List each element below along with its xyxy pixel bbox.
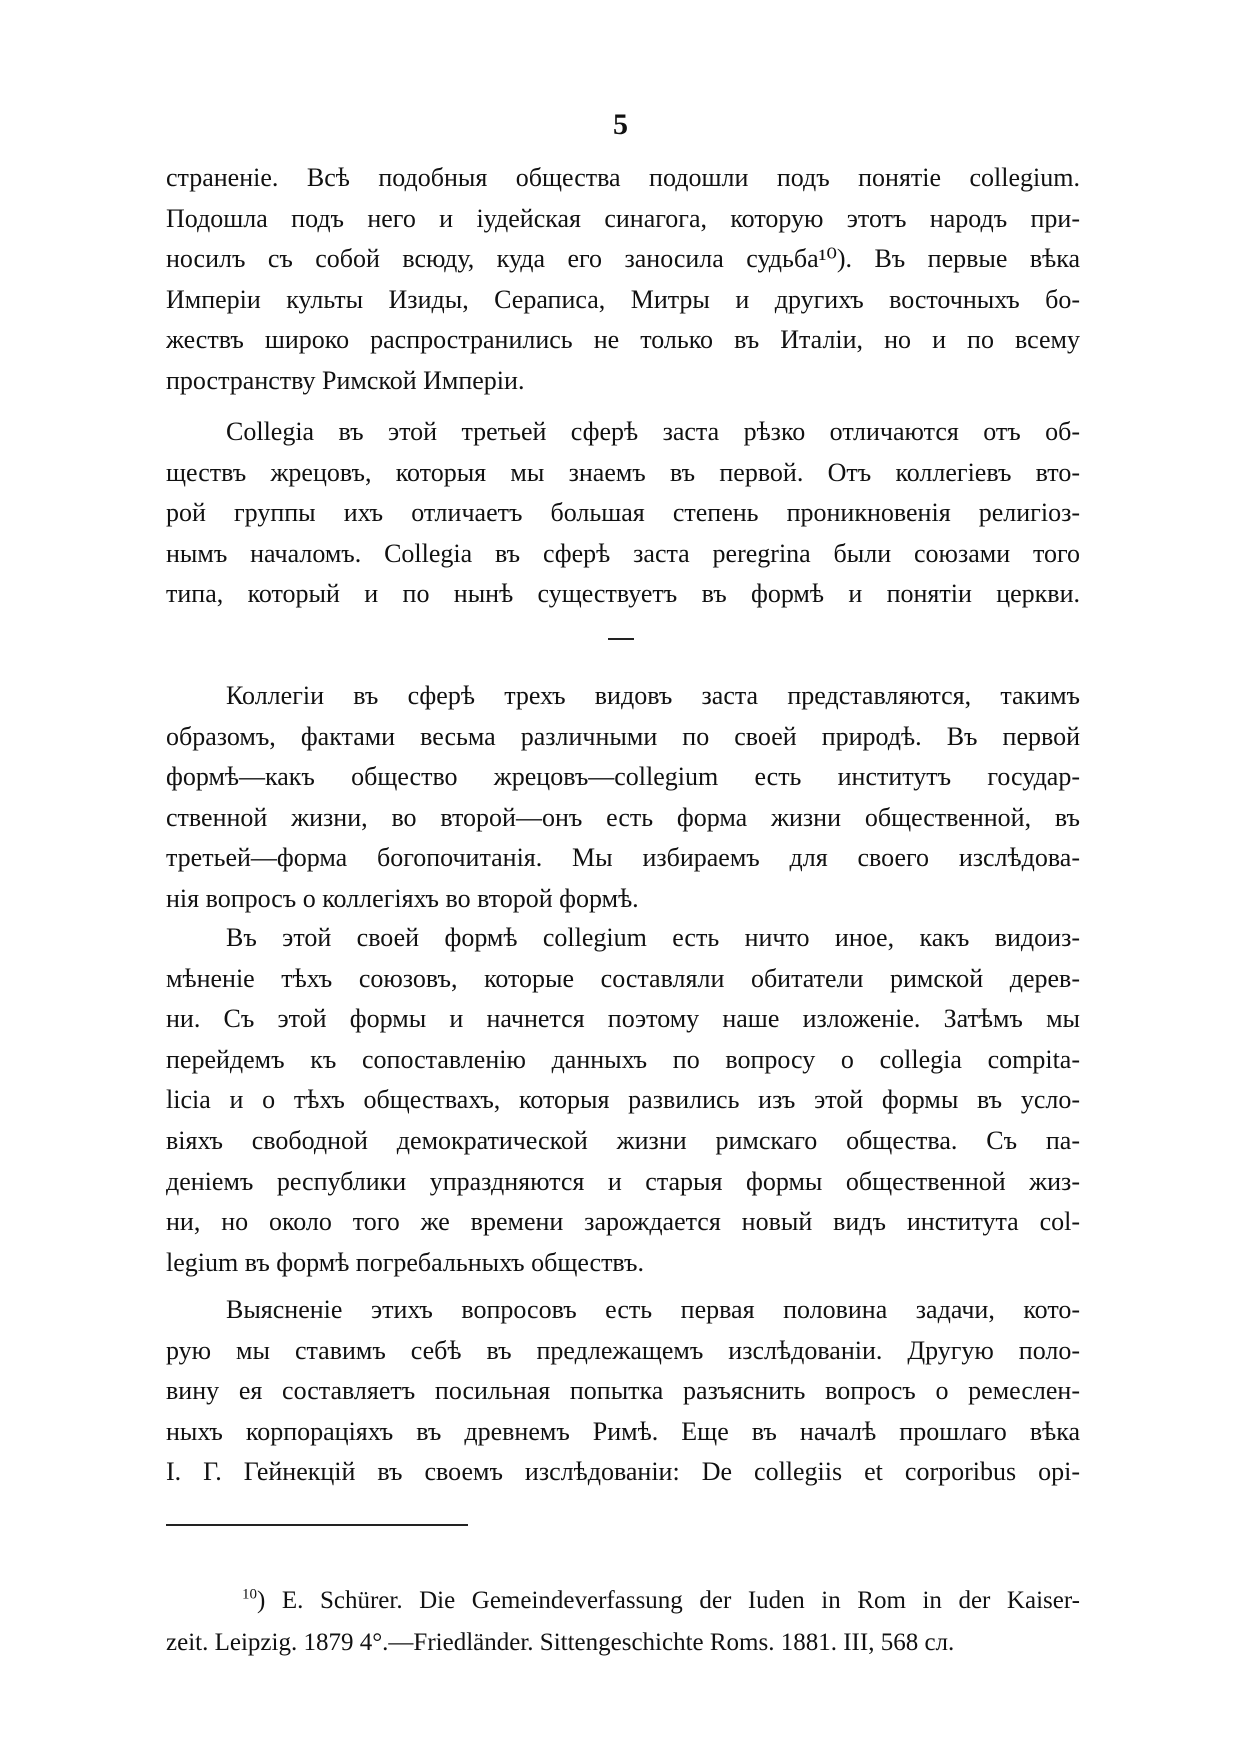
text-line: типа, который и по нынѣ существуетъ въ формѣ и понятіи церкви.	[166, 579, 1080, 609]
text-line: ственной жизни, во второй—онъ есть форма жизни общественной, въ	[166, 802, 1080, 832]
text-line: віяхъ свободной демократической жизни римскаго общества. Съ па-	[166, 1125, 1080, 1155]
footnote-line	[166, 1580, 1080, 1622]
footnote-marker: 10	[242, 1586, 257, 1603]
text-line: третьей—форма богопочитанія. Мы избираемъ для своего изслѣдова-	[166, 843, 1080, 873]
footnote-separator	[166, 1524, 468, 1526]
paragraph-2	[166, 412, 1080, 615]
text-line: рую мы ставимъ себѣ въ предлежащемъ изслѣдованіи. Другую поло-	[166, 1335, 1080, 1365]
text-line: деніемъ республики упраздняются и старыя формы общественной жиз-	[166, 1166, 1080, 1196]
text-line: Выясненіе этихъ вопросовъ есть первая половина задачи, кото-	[226, 1295, 1080, 1324]
text-line: формѣ—какъ общество жрецовъ—collegium есть институтъ государ-	[166, 762, 1080, 792]
text-line: мѣненіе тѣхъ союзовъ, которые составляли обитатели римской дерев-	[166, 963, 1080, 993]
text-line: рой группы ихъ отличаетъ большая степень проникновенія религіоз-	[166, 498, 1080, 528]
paragraph-4	[166, 918, 1080, 1283]
text-line: страненіе. Всѣ подобныя общества подошли подъ понятіе collegium.	[166, 163, 1080, 192]
footnote-line: zeit. Leipzig. 1879 4°.—Friedländer. Sittengeschichte Roms. 1881. III, 568 сл.	[166, 1629, 955, 1656]
text-line: Collegia въ этой третьей сферѣ заста рѣзко отличаются отъ об-	[226, 417, 1080, 446]
text-line: пространству Римской Имперіи.	[166, 365, 525, 395]
paragraph-3	[166, 676, 1080, 920]
text-line: ни. Съ этой формы и начнется поэтому наше изложеніе. Затѣмъ мы	[166, 1004, 1080, 1034]
text-line: образомъ, фактами весьма различными по своей природѣ. Въ первой	[166, 721, 1080, 751]
text-line: I. Г. Гейнекцій въ своемъ изслѣдованіи: De collegiis et corporibus opi-	[166, 1457, 1080, 1487]
text-line: ныхъ корпораціяхъ въ древнемъ Римѣ. Еще въ началѣ прошлаго вѣка	[166, 1416, 1080, 1446]
text-line: Коллегіи въ сферѣ трехъ видовъ заста представляются, такимъ	[226, 681, 1080, 710]
text-line: Подошла подъ него и іудейская синагога, которую этотъ народъ при-	[166, 203, 1080, 233]
text-line: нія вопросъ о коллегіяхъ во второй формѣ.	[166, 883, 639, 913]
text-line: licia и о тѣхъ обществахъ, которыя развились изъ этой формы въ усло-	[166, 1085, 1080, 1115]
paragraph-1	[166, 158, 1080, 402]
text-line: перейдемъ къ сопоставленію данныхъ по вопросу о collegia compita-	[166, 1044, 1080, 1074]
page-number: 5	[613, 108, 628, 141]
text-line: legium въ формѣ погребальныхъ обществъ.	[166, 1247, 645, 1277]
text-line: ществъ жрецовъ, которыя мы знаемъ въ первой. Отъ коллегіевъ вто-	[166, 457, 1080, 487]
text-line: нымъ началомъ. Collegia въ сферѣ заста peregrina были союзами того	[166, 538, 1080, 568]
text-line: Въ этой своей формѣ collegium есть ничто иное, какъ видоиз-	[226, 923, 1080, 952]
paragraph-5	[166, 1290, 1080, 1493]
footnote-text: ) E. Schürer. Die Gemeindeverfassung der Iuden in Rom in der Kaiser-	[257, 1587, 1080, 1614]
text-line: Имперіи культы Изиды, Сераписа, Митры и другихъ восточныхъ бо-	[166, 284, 1080, 314]
section-divider	[608, 638, 634, 640]
text-line: вину ея составляетъ посильная попытка разъяснить вопросъ о ремеслен-	[166, 1376, 1080, 1406]
text-line: ни, но около того же времени зарождается новый видъ института col-	[166, 1207, 1080, 1237]
text-line: носилъ съ собой всюду, куда его заносила судьба¹⁰). Въ первые вѣка	[166, 244, 1080, 274]
text-line: жествъ широко распространились не только въ Италіи, но и по всему	[166, 325, 1080, 355]
footnote	[166, 1580, 1080, 1664]
